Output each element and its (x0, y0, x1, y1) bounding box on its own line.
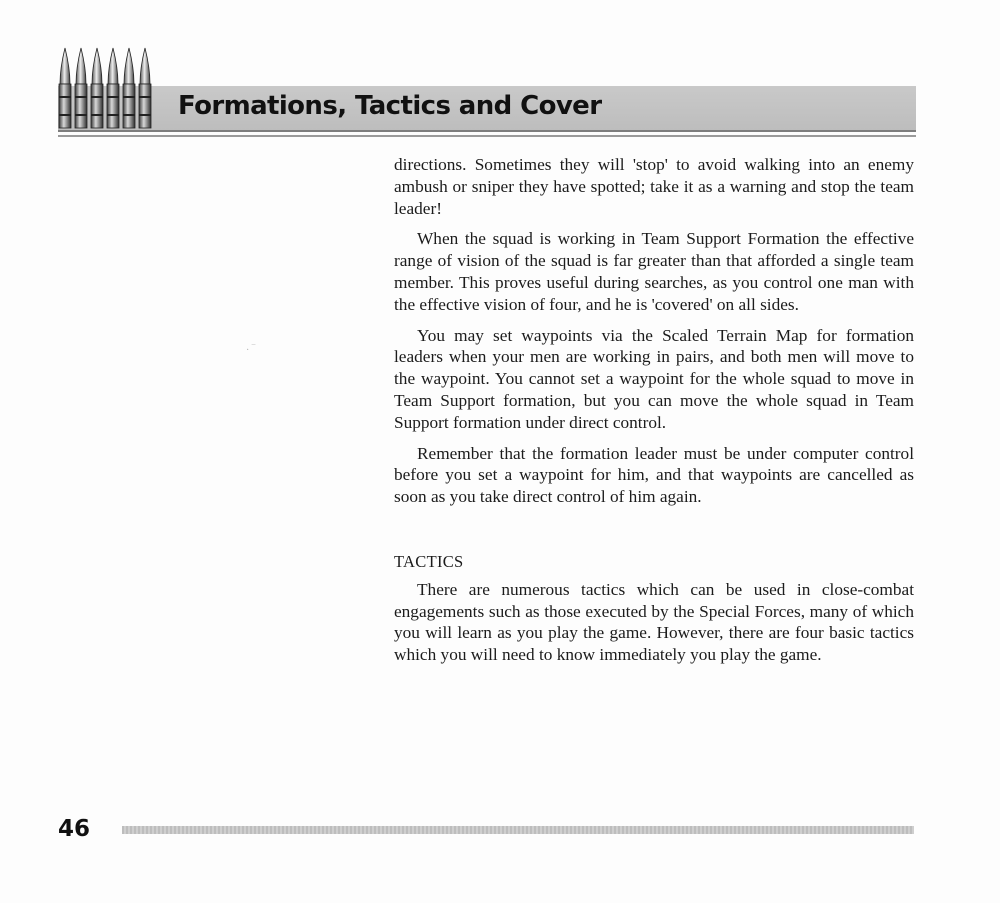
header-divider (58, 135, 916, 137)
paragraph: directions. Sometimes they will 'stop' to avoid walking into an enemy ambush or sniper they have spotted; take it as a warning and stop the team leader! (394, 155, 914, 218)
footer-rule (122, 826, 914, 834)
paragraph: You may set waypoints via the Scaled Terrain Map for formation leaders when your men are working in pairs, and both men will move to the waypoint. You cannot set a waypoint for the whole squad to move in Team Support formation, but you can move the whole squad in Team Support formation under direct control. (394, 325, 914, 432)
scan-speck: · ‾ (246, 345, 256, 356)
paragraph: There are numerous tactics which can be used in close-combat engagements such as those executed by the Special Forces, many of which you will learn as you play the game. However, there are four basic tactics which you will need to know immediately you play the game. (394, 579, 914, 665)
rifle-bullets-icon (57, 46, 153, 132)
chapter-title: Formations, Tactics and Cover (178, 91, 602, 121)
paragraph: When the squad is working in Team Support Formation the effective range of vision of the squad is far greater than that afforded a single team member. This proves useful during searches, as you control one man with the effective vision of four, and he is 'covered' on all sides. (394, 229, 914, 314)
section-heading: TACTICS (394, 551, 464, 571)
body-text-column (394, 154, 914, 675)
paragraph: Remember that the formation leader must be under computer control before you set a waypoint for him, and that waypoints are cancelled as soon as you take direct control of him again. (394, 443, 914, 507)
page-number: 46 (58, 816, 91, 842)
